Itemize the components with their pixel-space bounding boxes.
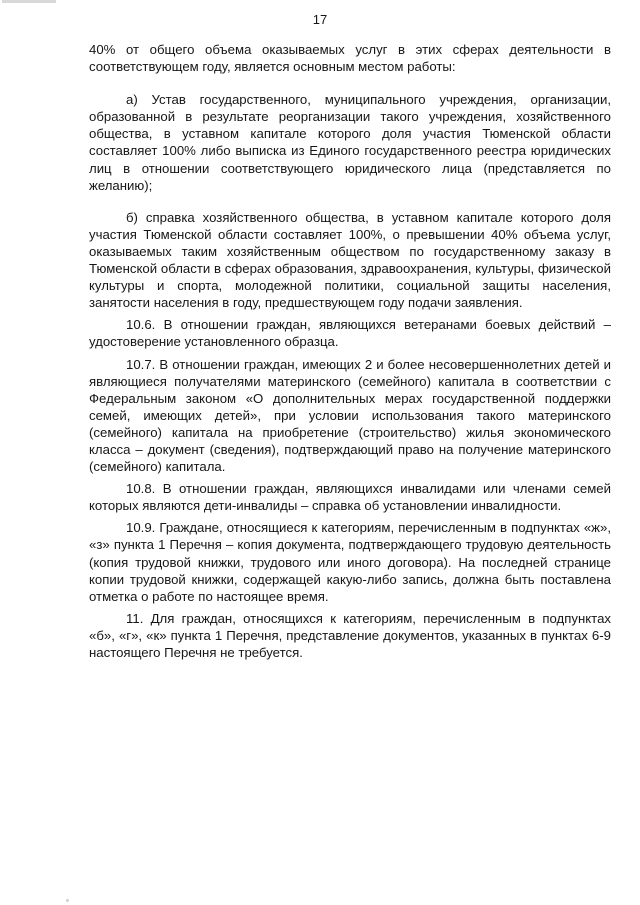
paragraph-10-9: 10.9. Граждане, относящиеся к категориям, перечисленным в подпунктах «ж», «з» пункта 1 Перечня – копия документа, подтверждающего трудовую деятельность (копия трудовой книжки, трудового или иного договора). На последней странице копии трудовой книжки, содержащей какую-либо запись, должна быть поставлена отметка о работе по настоящее время. [89, 520, 611, 604]
scan-artifact-top [2, 0, 56, 3]
scan-artifact-bottom [66, 899, 69, 902]
paragraph-item-b: б) справка хозяйственного общества, в уставном капитале которого доля участия Тюменской области составляет 100%, о превышении 40% объема услуг, оказываемых таким хозяйственным обществом по государственному заказу в Тюменской области в сферах образования, здравоохранения, культуры, физической культуры и спорта, молодежной политики, социальной защиты населения, занятости населения в году, предшествующем году подачи заявления. [89, 209, 611, 311]
paragraph-10-7: 10.7. В отношении граждан, имеющих 2 и более несовершеннолетних детей и являющиеся получателями материнского (семейного) капитала в соответствии с Федеральным законом «О дополнительных мерах государственной поддержки семей, имеющих детей», при условии использования такого материнского (семейного) капитала на приобретение (строительство) жилья экономического класса – документ (сведения), подтверждающий право на получение материнского (семейного) капитала. [89, 356, 611, 475]
paragraph-10-6: 10.6. В отношении граждан, являющихся ветеранами боевых действий – удостоверение установленного образца. [89, 317, 611, 350]
paragraph-item-a: а) Устав государственного, муниципального учреждения, организации, образованной в результате реорганизации такого учреждения, хозяйственного общества, в уставном капитале которого доля участия Тюменской области составляет 100% либо выписка из Единого государственного реестра юридических лиц в отношении соответствующего юридического лица (представляется по желанию); [89, 92, 611, 193]
document-body [89, 41, 611, 661]
paragraph-continuation: 40% от общего объема оказываемых услуг в этих сферах деятельности в соответствующем году, является основным местом работы: [89, 42, 611, 75]
paragraph-10-8: 10.8. В отношении граждан, являющихся инвалидами или членами семей которых являются дети-инвалиды – справка об установлении инвалидности. [89, 481, 611, 514]
page-number: 17 [312, 12, 328, 27]
paragraph-11: 11. Для граждан, относящихся к категориям, перечисленным в подпунктах «б», «г», «к» пункта 1 Перечня, представление документов, указанных в пунктах 6-9 настоящего Перечня не требуется. [89, 610, 611, 660]
